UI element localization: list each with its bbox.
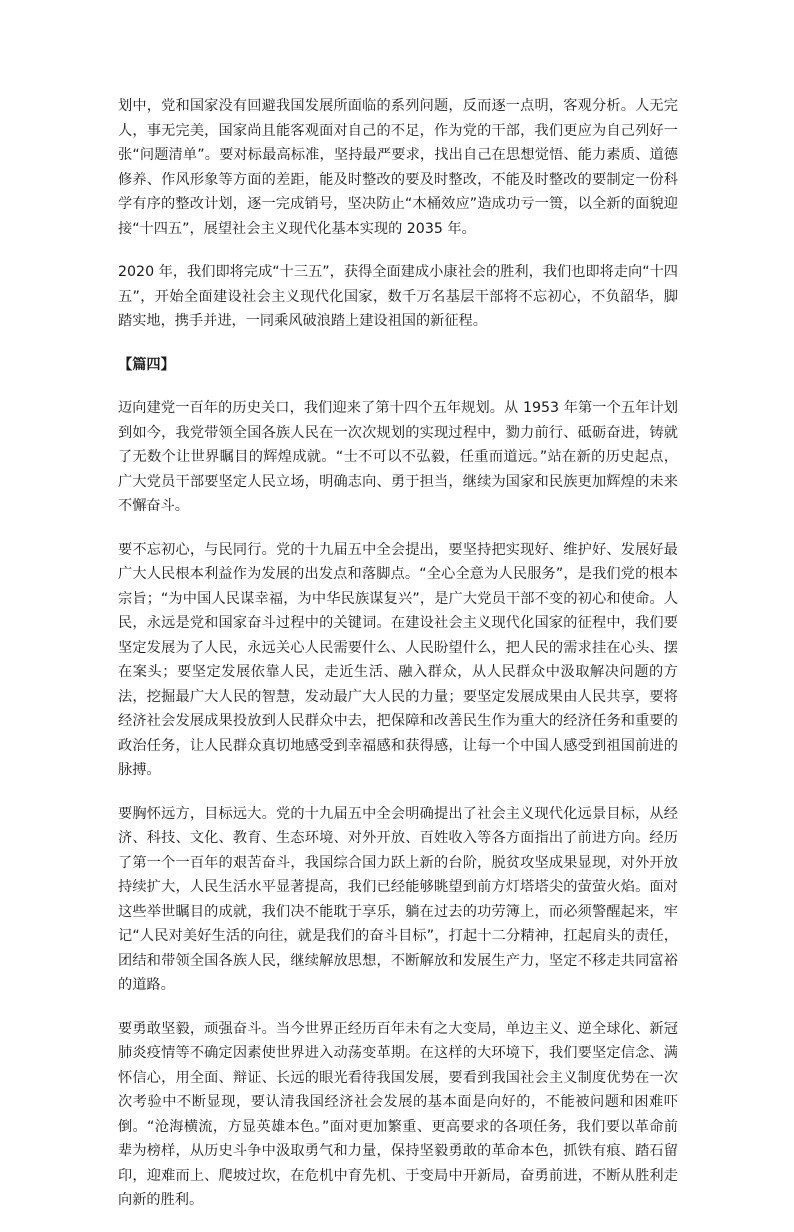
document-page — [118, 94, 678, 1232]
paragraph-3: 迈向建党一百年的历史关口，我们迎来了第十四个五年规划。从 1953 年第一个五年计划到如今，我党带领全国各族人民在一次次规划的实现过程中，勠力前行、砥砺奋进，铸就了无数个让世界瞩目的辉煌成就。“士不可以不弘毅，任重而道远。”站在新的历史起点，广大党员干部要坚定人民立场，明确志向、勇于担当，继续为国家和民族更加辉煌的未来不懈奋斗。 — [118, 400, 678, 514]
paragraph-1: 划中，党和国家没有回避我国发展所面临的系列问题，反而逐一点明，客观分析。人无完人，事无完美，国家尚且能客观面对自己的不足，作为党的干部，我们更应为自己列好一张“问题清单”。要对标最高标准，坚持最严要求，找出自己在思想觉悟、能力素质、道德修养、作风形象等方面的差距，能及时整改的要及时整改，不能及时整改的要制定一份科学有序的整改计划，逐一完成销号，坚决防止“木桶效应”造成功亏一篑，以全新的面貌迎接“十四五”，展望社会主义现代化基本实现的 2035 年。 — [118, 98, 678, 237]
paragraph-4: 要不忘初心，与民同行。党的十九届五中全会提出，要坚持把实现好、维护好、发展好最广大人民根本利益作为发展的出发点和落脚点。“全心全意为人民服务”，是我们党的根本宗旨；“为中国人民谋幸福，为中华民族谋复兴”，是广大党员干部不变的初心和使命。人民，永远是党和国家奋斗过程中的关键词。在建设社会主义现代化国家的征程中，我们要坚定发展为了人民，永远关心人民需要什么、人民盼望什么，把人民的需求挂在心头、摆在案头；要坚定发展依靠人民，走近生活、融入群众，从人民群众中汲取解决问题的方法，挖掘最广大人民的智慧，发动最广大人民的力量；要坚定发展成果由人民共享，要将经济社会发展成果投放到人民群众中去，把保障和改善民生作为重大的经济任务和重要的政治任务，让人民群众真切地感受到幸福感和获得感，让每一个中国人感受到祖国前进的脉搏。 — [118, 541, 678, 778]
section-heading: 【篇四】 — [118, 356, 175, 373]
paragraph-2: 2020 年，我们即将完成“十三五”，获得全面建成小康社会的胜利，我们也即将走向“十四五”，开始全面建设社会主义现代化国家，数千万名基层干部将不忘初心，不负韶华，脚踏实地，携手并进，一同乘风破浪踏上建设祖国的新征程。 — [118, 264, 678, 329]
paragraph-5: 要胸怀远方，目标远大。党的十九届五中全会明确提出了社会主义现代化远景目标，从经济、科技、文化、教育、生态环境、对外开放、百姓收入等各方面指出了前进方向。经历了第一个一百年的艰苦奋斗，我国综合国力跃上新的台阶，脱贫攻坚成果显现，对外开放持续扩大，人民生活水平显著提高，我们已经能够眺望到前方灯塔塔尖的萤萤火焰。面对这些举世瞩目的成就，我们决不能耽于享乐，躺在过去的功劳簿上，而必须警醒起来，牢记“人民对美好生活的向往，就是我们的奋斗目标”，打起十二分精神，扛起肩头的责任，团结和带领全国各族人民，继续解放思想，不断解放和发展生产力，坚定不移走共同富裕的道路。 — [118, 805, 678, 993]
paragraph-6: 要勇敢坚毅，顽强奋斗。当今世界正经历百年未有之大变局，单边主义、逆全球化、新冠肺炎疫情等不确定因素使世界进入动荡变革期。在这样的大环境下，我们要坚定信念、满怀信心，用全面、辩证、长远的眼光看待我国发展，要看到我国社会主义制度优势在一次次考验中不断显现，要认清我国经济社会发展的基本面是向好的，不能被问题和困难吓倒。“沧海横流，方显英雄本色。”面对更加繁重、更高要求的各项任务，我们要以革命前辈为榜样，从历史斗争中汲取勇气和力量，保持坚毅勇敢的革命本色，抓铁有痕、踏石留印，迎难而上、爬坡过坎，在危机中育先机、于变局中开新局，奋勇前进，不断从胜利走向新的胜利。 — [118, 1020, 678, 1208]
